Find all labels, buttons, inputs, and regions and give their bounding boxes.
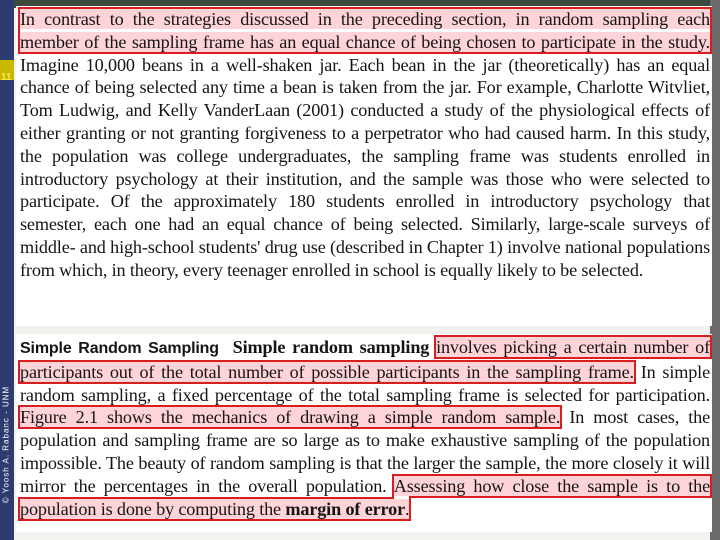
highlight-margin-text: Assessing how close the sample is to the population is done by computing the <box>20 475 710 519</box>
side-copyright-text: © Yoosh A. Rabanc - UNM <box>1 385 11 504</box>
sentence-end: . <box>405 498 410 519</box>
slide-number: 11 <box>1 72 12 83</box>
margin-of-error-term: margin of error <box>285 498 406 519</box>
lead-term: Simple random sampling <box>232 337 430 357</box>
bottom-body-2: In most cases, the population and sampling frame are so large as to make exhaustive sampling of the population impossible. The beauty of random sampling is that the larger the sample, the more closely it will mirror the percentages in the overall population. <box>20 407 710 496</box>
highlight-random-sampling-definition: In contrast to the strategies discussed in the preceding section, in random sampling each member of the sampling frame has an equal chance of being chosen to participate in the study. <box>20 9 710 52</box>
highlight-srs-definition: involves picking a certain number of participants out of the total number of possible participants in the sampling frame. <box>20 337 711 382</box>
top-text-panel <box>16 6 712 326</box>
bottom-body-1: In simple random sampling, a fixed percentage of the total sampling frame is selected for participation. <box>20 361 710 405</box>
bottom-paragraph <box>20 336 710 520</box>
top-paragraph-body: Imagine 10,000 beans in a well-shaken jar. Each bean in the jar (theoretically) has an equal chance of being selected any time a bean is taken from the jar. For example, Charlotte Witvliet, Tom Ludwig, and Kelly VanderLaan (2001) conducted a study of the physiological effects of either granting or not granting forgiveness to a perpetrator who had caused harm. In this study, the population was college undergraduates, the sampling frame was students enrolled in introductory psychology at their institution, and the sample was those who were selected to participate. Of the approximately 180 students enrolled in introductory psychology that semester, each one had an equal chance of being selected. Similarly, large-scale surveys of middle- and high-school students' drug use (described in Chapter 1) involve national populations from which, in theory, every teenager enrolled in school is equally likely to be selected. <box>20 54 710 280</box>
section-heading: Simple Random Sampling <box>20 340 219 357</box>
highlight-figure-reference: Figure 2.1 shows the mechanics of drawing a simple random sample. <box>20 407 561 428</box>
bottom-text-panel <box>16 334 712 532</box>
side-copyright-label <box>0 360 14 530</box>
top-paragraph <box>20 8 710 282</box>
